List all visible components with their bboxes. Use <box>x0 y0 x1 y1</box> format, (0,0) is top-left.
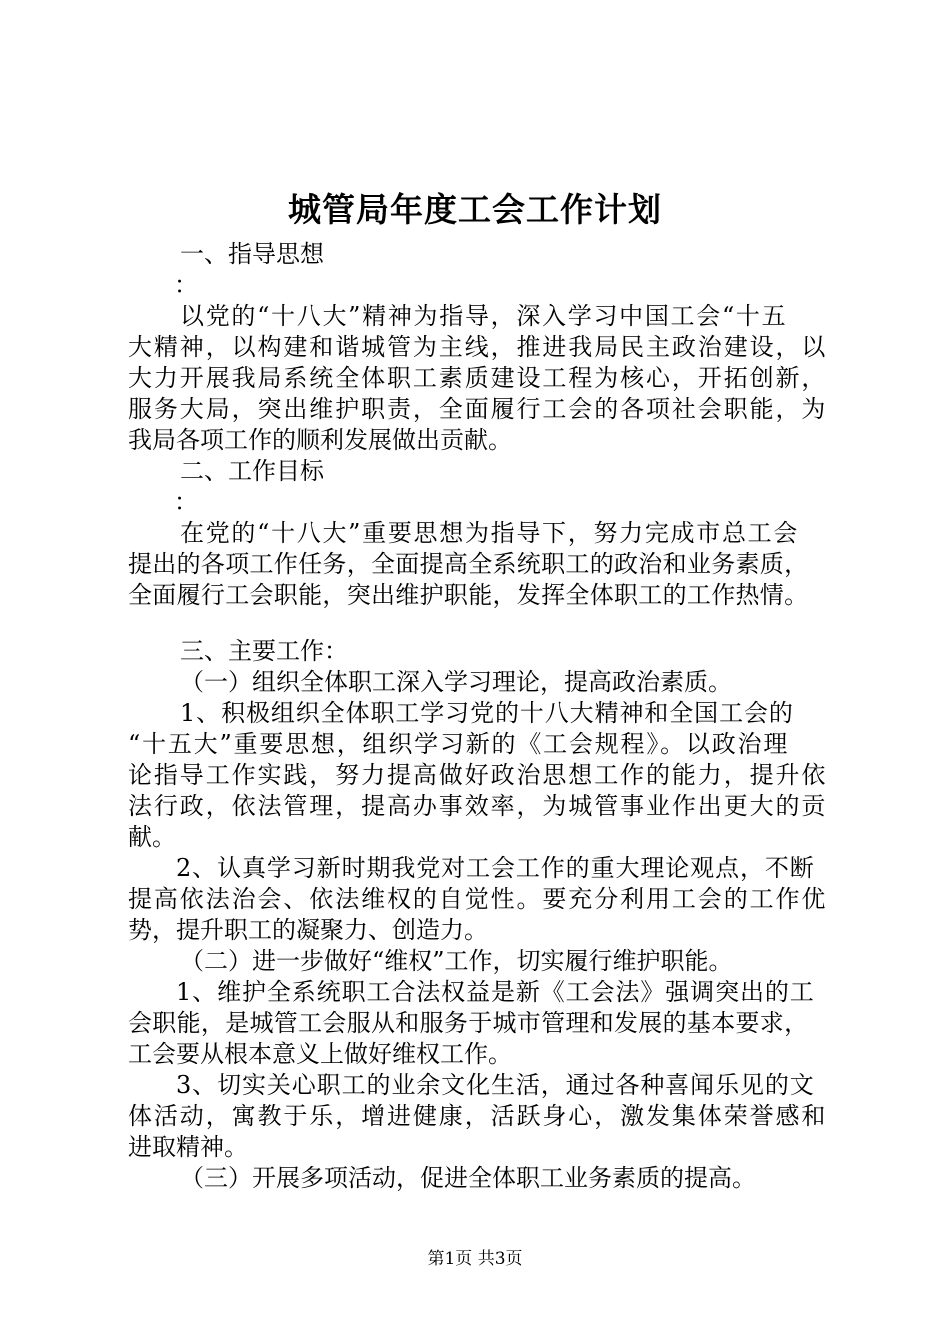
paragraph-line: 进取精神。 <box>128 1133 248 1161</box>
paragraph-line: 提出的各项工作任务，全面提高全系统职工的政治和业务素质， <box>128 550 809 578</box>
heading-main-work: 三、主要工作： <box>180 637 348 665</box>
paragraph-line: 提高依法治会、依法维权的自觉性。要充分利用工会的工作优 <box>128 885 828 913</box>
subheading-one: （一）组织全体职工深入学习理论，提高政治素质。 <box>180 668 732 696</box>
paragraph-line: 1、维护全系统职工合法权益是新《工会法》强调突出的工 <box>176 978 815 1006</box>
subheading-three: （三）开展多项活动，促进全体职工业务素质的提高。 <box>180 1164 756 1192</box>
paragraph-line: “十五大”重要思想，组织学习新的《工会规程》。以政治理 <box>128 730 790 758</box>
paragraph-line: 工会要从根本意义上做好维权工作。 <box>128 1040 512 1068</box>
paragraph-line: 2、认真学习新时期我党对工会工作的重大理论观点，不断 <box>176 854 815 882</box>
colon-line: ： <box>174 271 198 299</box>
colon-line: ： <box>174 488 198 516</box>
paragraph-line: 论指导工作实践，努力提高做好政治思想工作的能力，提升依 <box>128 761 828 789</box>
subheading-two: （二）进一步做好“维权”工作，切实履行维护职能。 <box>180 947 733 975</box>
paragraph-line: 全面履行工会职能，突出维护职能，发挥全体职工的工作热情。 <box>128 581 809 609</box>
paragraph-line: 大力开展我局系统全体职工素质建设工程为核心，开拓创新， <box>128 364 828 392</box>
heading-guiding-thought: 一、指导思想 <box>180 240 324 268</box>
paragraph-line: 献。 <box>128 823 176 851</box>
paragraph-line: 我局各项工作的顺利发展做出贡献。 <box>128 426 512 454</box>
paragraph-line: 在党的“十八大”重要思想为指导下，努力完成市总工会 <box>180 519 800 547</box>
paragraph-line: 1、积极组织全体职工学习党的十八大精神和全国工会的 <box>180 699 794 727</box>
paragraph-line: 会职能，是城管工会服从和服务于城市管理和发展的基本要求， <box>128 1009 809 1037</box>
paragraph-line: 3、切实关心职工的业余文化生活，通过各种喜闻乐见的文 <box>176 1071 815 1099</box>
heading-work-goal: 二、工作目标 <box>180 457 324 485</box>
document-title: 城管局年度工会工作计划 <box>288 190 662 229</box>
paragraph-line: 势，提升职工的凝聚力、创造力。 <box>128 916 488 944</box>
paragraph-line: 服务大局，突出维护职责，全面履行工会的各项社会职能，为 <box>128 395 828 423</box>
paragraph-line: 法行政，依法管理，提高办事效率，为城管事业作出更大的贡 <box>128 792 828 820</box>
paragraph-line: 以党的“十八大”精神为指导，深入学习中国工会“十五 <box>180 302 788 330</box>
page-footer: 第1页 共3页 <box>427 1249 523 1269</box>
paragraph-line: 大精神，以构建和谐城管为主线，推进我局民主政治建设，以 <box>128 333 828 361</box>
paragraph-line: 体活动，寓教于乐，增进健康，活跃身心，激发集体荣誉感和 <box>128 1102 828 1130</box>
